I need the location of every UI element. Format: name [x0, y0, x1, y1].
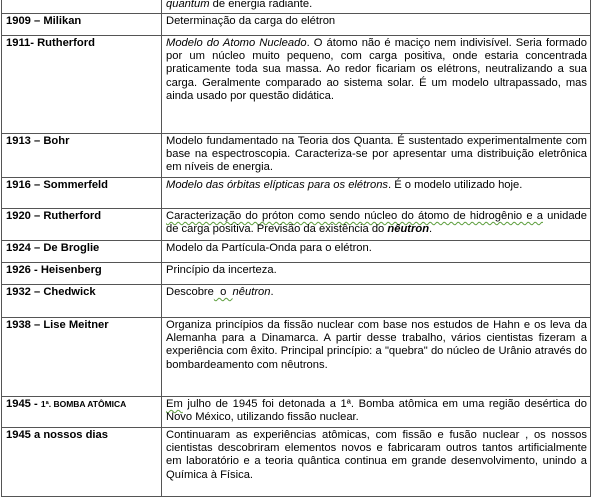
row-description-title: Modelo do Atomo Nucleado — [166, 37, 307, 49]
row-description-text: fissão nuclear com base nos estudos de Hahn e os leva da Alemanha para a Dinamarca. A partir desse trabalho, vários cientistas fizeram a experiência com êxito. Principal princípio: a "quebra" do núcleo de Urânio através do bombardeamento com nêutrons. — [166, 319, 587, 371]
row-description-text: o — [213, 286, 233, 298]
row-description-emphasis: nêutron — [232, 286, 271, 298]
table-row — [2, 14, 591, 36]
row-description: Continuaram as experiências atômicas, com fissão e fusão nuclear , os nossos cientistas descobriram elementos novos e fabricaram outros tantos artificialmente em laboratório e a teoria quântica continua em grande desenvolvimento, unindo a Química à Física. — [162, 428, 591, 497]
row-description-text: Descobre — [166, 286, 214, 298]
row-description-text: unidade de carga positiva. Previsão da existência do — [166, 210, 587, 236]
row-description — [162, 318, 591, 397]
row-description-text: . É o modelo utilizado hoje. — [388, 179, 523, 191]
table-row — [2, 0, 591, 14]
row-year: 1911- Rutherford — [2, 36, 162, 134]
table-row — [2, 241, 591, 263]
row-description: Modelo da Partícula-Onda para o elétron. — [162, 241, 591, 263]
row-description-text: . O átomo não é maciço nem indivisível. Seria formado por um núcleo muito pequeno, com carga positiva, onde estaria concentrada praticamente toda sua massa. Ao redor ficariam os elétrons, neutralizando a sua carga. Geralmente comparado ao sistema solar. É um modelo ultrapassado, mas ainda usado por questão didática. — [166, 37, 587, 102]
row-year — [2, 0, 162, 14]
row-description-text: Em — [166, 398, 183, 410]
row-year: 1913 – Bohr — [2, 134, 162, 178]
table-row — [2, 285, 591, 318]
row-description — [162, 285, 591, 318]
row-description-emphasis: nêutron — [387, 223, 430, 236]
table-row — [2, 209, 591, 241]
row-year: 1920 – Rutherford — [2, 209, 162, 241]
table-row — [2, 134, 591, 178]
table-row — [2, 36, 591, 134]
row-description: Modelo fundamentado na Teoria dos Quanta. É sustentado experimentalmente com base na espectroscopia. Caracteriza-se por apresentar uma distribuição eletrônica em níveis de energia. — [162, 134, 591, 178]
table-row — [2, 428, 591, 497]
row-description-italic: quantum — [166, 0, 210, 10]
row-description-text: julho de 1945 foi detonada a 1ª. Bomba atômica em uma região desértica do Novo México, utilizando fissão nuclear. — [166, 398, 587, 424]
row-description — [162, 397, 591, 428]
row-year-text: 1945 - — [6, 398, 41, 410]
row-description-text: . — [429, 223, 433, 236]
row-description-text: Organiza princípios da — [166, 319, 280, 331]
history-table — [1, 0, 591, 497]
row-year: 1945 a nossos dias — [2, 428, 162, 497]
row-description: Determinação da carga do elétron — [162, 14, 591, 36]
row-year — [2, 397, 162, 428]
row-description — [162, 209, 591, 241]
row-description — [162, 178, 591, 209]
row-description — [162, 36, 591, 134]
row-description-text: Caracterização do próton como sendo núcleo do átomo de hidrogênio e a — [166, 210, 543, 222]
row-description-text: de energia radiante. — [209, 0, 313, 10]
table-row — [2, 263, 591, 285]
row-year: 1909 – Milikan — [2, 14, 162, 36]
row-description-text: . — [270, 286, 274, 298]
row-year: 1938 – Lise Meitner — [2, 318, 162, 397]
row-description — [162, 0, 591, 14]
table-row — [2, 178, 591, 209]
row-year: 1924 – De Broglie — [2, 241, 162, 263]
table-row — [2, 397, 591, 428]
row-description: Princípio da incerteza. — [162, 263, 591, 285]
row-year: 1932 – Chedwick — [2, 285, 162, 318]
row-year: 1926 - Heisenberg — [2, 263, 162, 285]
table-row — [2, 318, 591, 397]
row-description-title: Modelo das órbitas elípticas para os elétrons — [166, 179, 389, 191]
row-year-subtitle: 1ª. BOMBA ATÔMICA — [40, 399, 127, 409]
row-year: 1916 – Sommerfeld — [2, 178, 162, 209]
